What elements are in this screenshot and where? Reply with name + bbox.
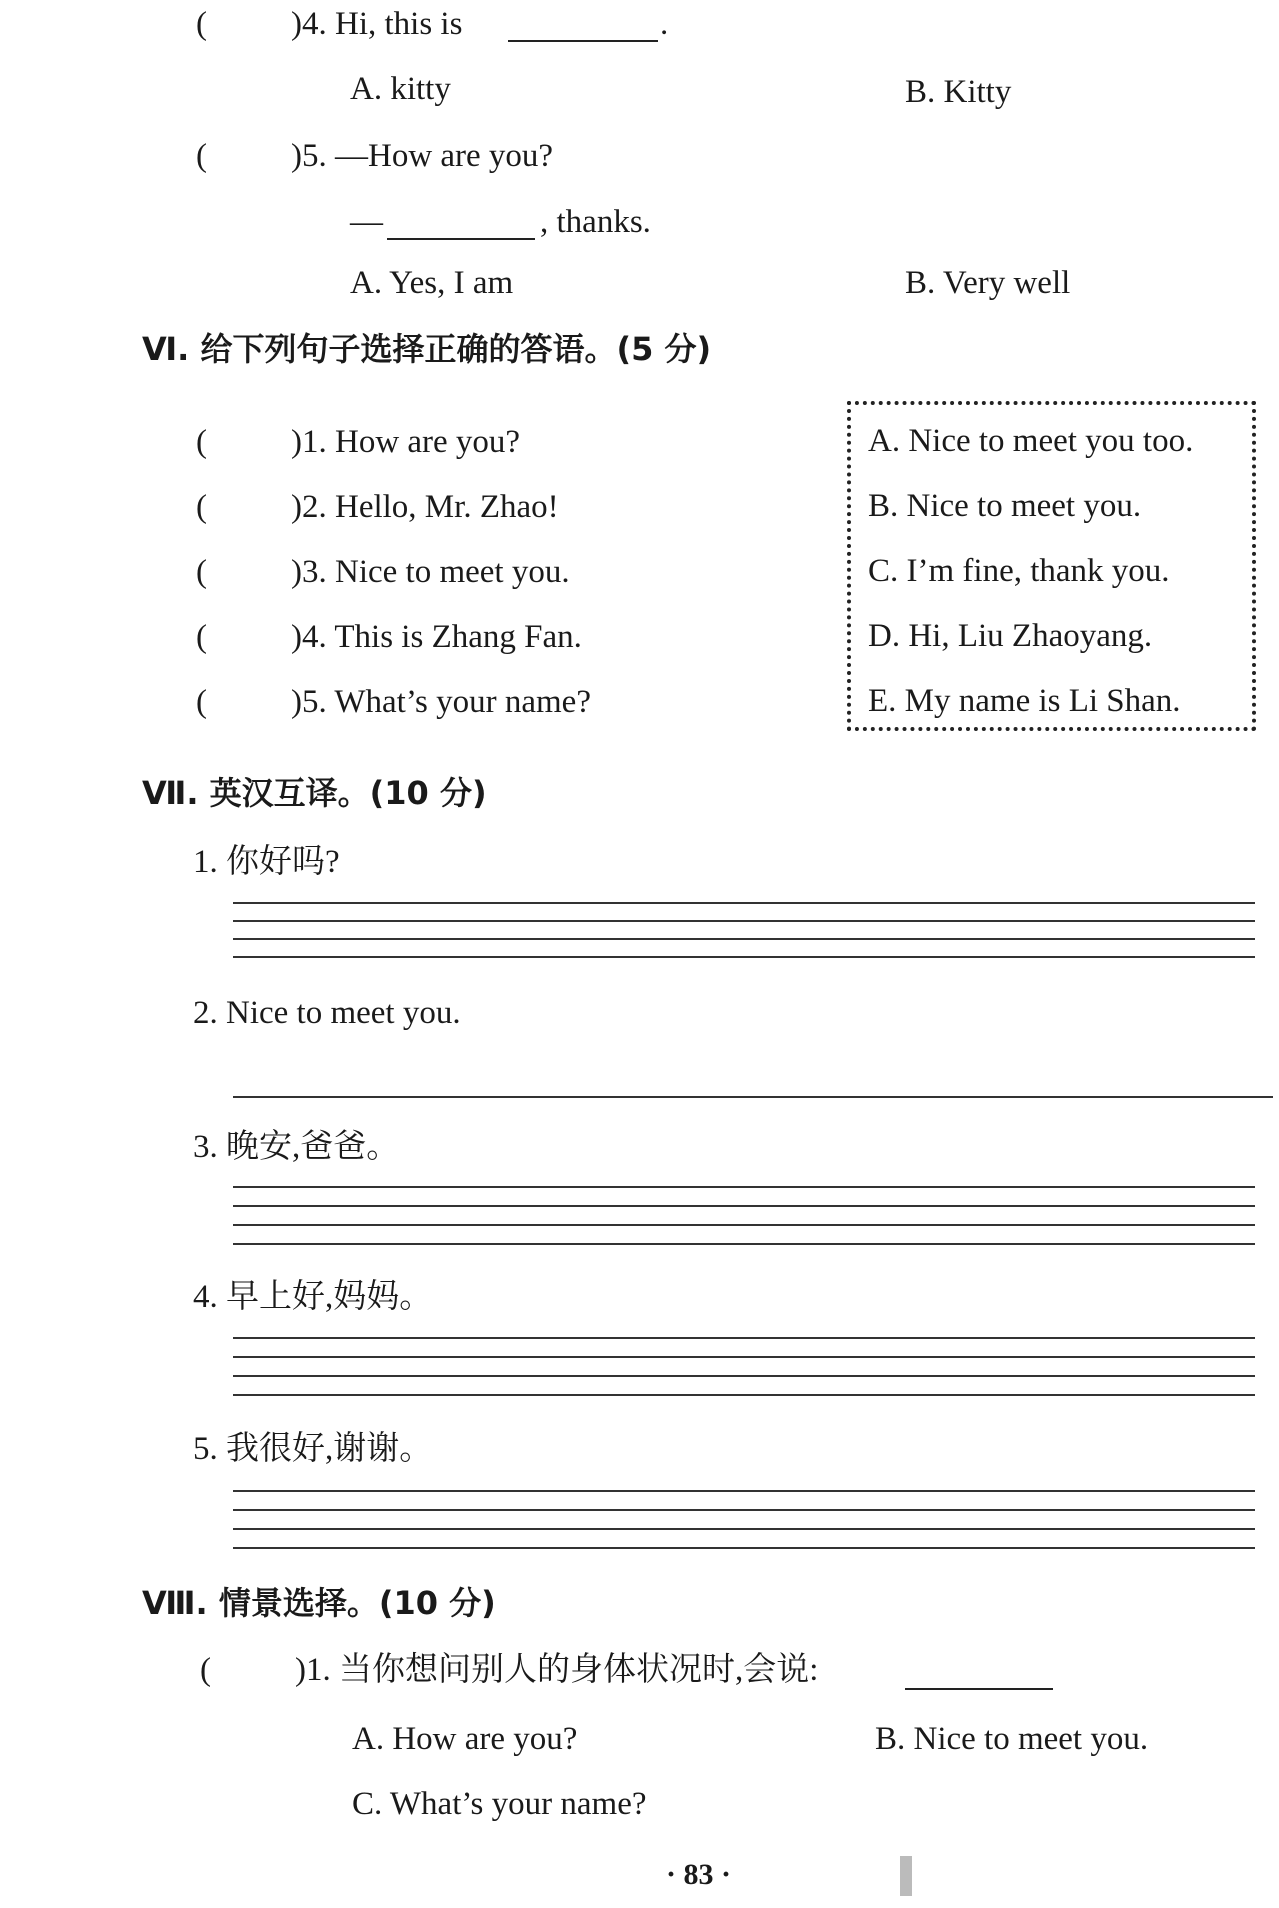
s8-q1-option-a[interactable]: A. How are you?: [352, 1721, 578, 1757]
s6-answer-b: B. Nice to meet you.: [868, 488, 1142, 524]
s6-q2-paren: (: [196, 489, 207, 525]
s7-item-5-writing-line[interactable]: [233, 1509, 1255, 1511]
q5-text: )5. —How are you?: [291, 138, 554, 174]
s7-item-2: 2. Nice to meet you.: [193, 995, 461, 1031]
s6-answer-d: D. Hi, Liu Zhaoyang.: [868, 618, 1153, 654]
s6-answer-a: A. Nice to meet you too.: [868, 423, 1194, 459]
s8-q1-answer-blank[interactable]: [905, 1688, 1053, 1690]
s6-answer-c: C. I’m fine, thank you.: [868, 553, 1170, 589]
s7-item-3-writing-line[interactable]: [233, 1243, 1255, 1245]
s7-item-4-writing-line[interactable]: [233, 1337, 1255, 1339]
q5-option-a[interactable]: A. Yes, I am: [350, 265, 514, 301]
s8-q1-option-b[interactable]: B. Nice to meet you.: [875, 1721, 1149, 1757]
page-number: · 83 ·: [666, 1858, 732, 1891]
s7-item-2-writing-line[interactable]: [233, 1096, 1273, 1098]
s7-item-3-writing-line[interactable]: [233, 1205, 1255, 1207]
s7-item-5-writing-line[interactable]: [233, 1490, 1255, 1492]
q4-paren: (: [196, 6, 207, 42]
s6-q5-paren: (: [196, 684, 207, 720]
s7-item-4-writing-line[interactable]: [233, 1356, 1255, 1358]
s7-item-4-writing-line[interactable]: [233, 1375, 1255, 1377]
q5-answer-blank[interactable]: [387, 238, 535, 240]
s6-q1-paren: (: [196, 424, 207, 460]
s7-item-1-writing-line[interactable]: [233, 920, 1255, 922]
s6-q4-text: )4. This is Zhang Fan.: [291, 619, 582, 655]
s7-item-5-writing-line[interactable]: [233, 1528, 1255, 1530]
section8-heading: Ⅷ. 情景选择。(10 分): [142, 1584, 496, 1622]
q5-paren: (: [196, 138, 207, 174]
s7-item-1-writing-line[interactable]: [233, 938, 1255, 940]
q4-option-b[interactable]: B. Kitty: [905, 74, 1012, 110]
s6-q2-text: )2. Hello, Mr. Zhao!: [291, 489, 559, 525]
q5-dash: —: [350, 204, 383, 240]
s7-item-3-writing-line[interactable]: [233, 1186, 1255, 1188]
s7-item-1-writing-line[interactable]: [233, 902, 1255, 904]
s8-q1-paren: (: [200, 1652, 211, 1688]
s6-q1-text: )1. How are you?: [291, 424, 521, 460]
s8-q1-option-c[interactable]: C. What’s your name?: [352, 1786, 647, 1822]
q5-option-b[interactable]: B. Very well: [905, 265, 1071, 301]
s7-item-5-writing-line[interactable]: [233, 1547, 1255, 1549]
s7-item-3-writing-line[interactable]: [233, 1224, 1255, 1226]
s6-answer-e: E. My name is Li Shan.: [868, 683, 1181, 719]
s6-q3-text: )3. Nice to meet you.: [291, 554, 570, 590]
s7-item-1-writing-line[interactable]: [233, 956, 1255, 958]
s7-item-3: 3. 晚安,爸爸。: [193, 1129, 400, 1165]
s7-item-5: 5. 我很好,谢谢。: [193, 1431, 433, 1467]
q4-option-a[interactable]: A. kitty: [350, 71, 451, 107]
s7-item-4: 4. 早上好,妈妈。: [193, 1279, 433, 1315]
s6-q3-paren: (: [196, 554, 207, 590]
s6-q4-paren: (: [196, 619, 207, 655]
section7-heading: Ⅶ. 英汉互译。(10 分): [142, 774, 487, 812]
s8-q1-text: )1. 当你想问别人的身体状况时,会说:: [295, 1652, 819, 1688]
q4-period: .: [660, 6, 669, 42]
s7-item-1: 1. 你好吗?: [193, 844, 340, 880]
q5-after-blank: , thanks.: [540, 204, 651, 240]
section6-heading: Ⅵ. 给下列句子选择正确的答语。(5 分): [142, 330, 712, 368]
q4-answer-blank[interactable]: [508, 40, 658, 42]
q4-text: )4. Hi, this is: [291, 6, 463, 42]
scan-artifact: [900, 1856, 912, 1896]
s6-q5-text: )5. What’s your name?: [291, 684, 591, 720]
s7-item-4-writing-line[interactable]: [233, 1394, 1255, 1396]
